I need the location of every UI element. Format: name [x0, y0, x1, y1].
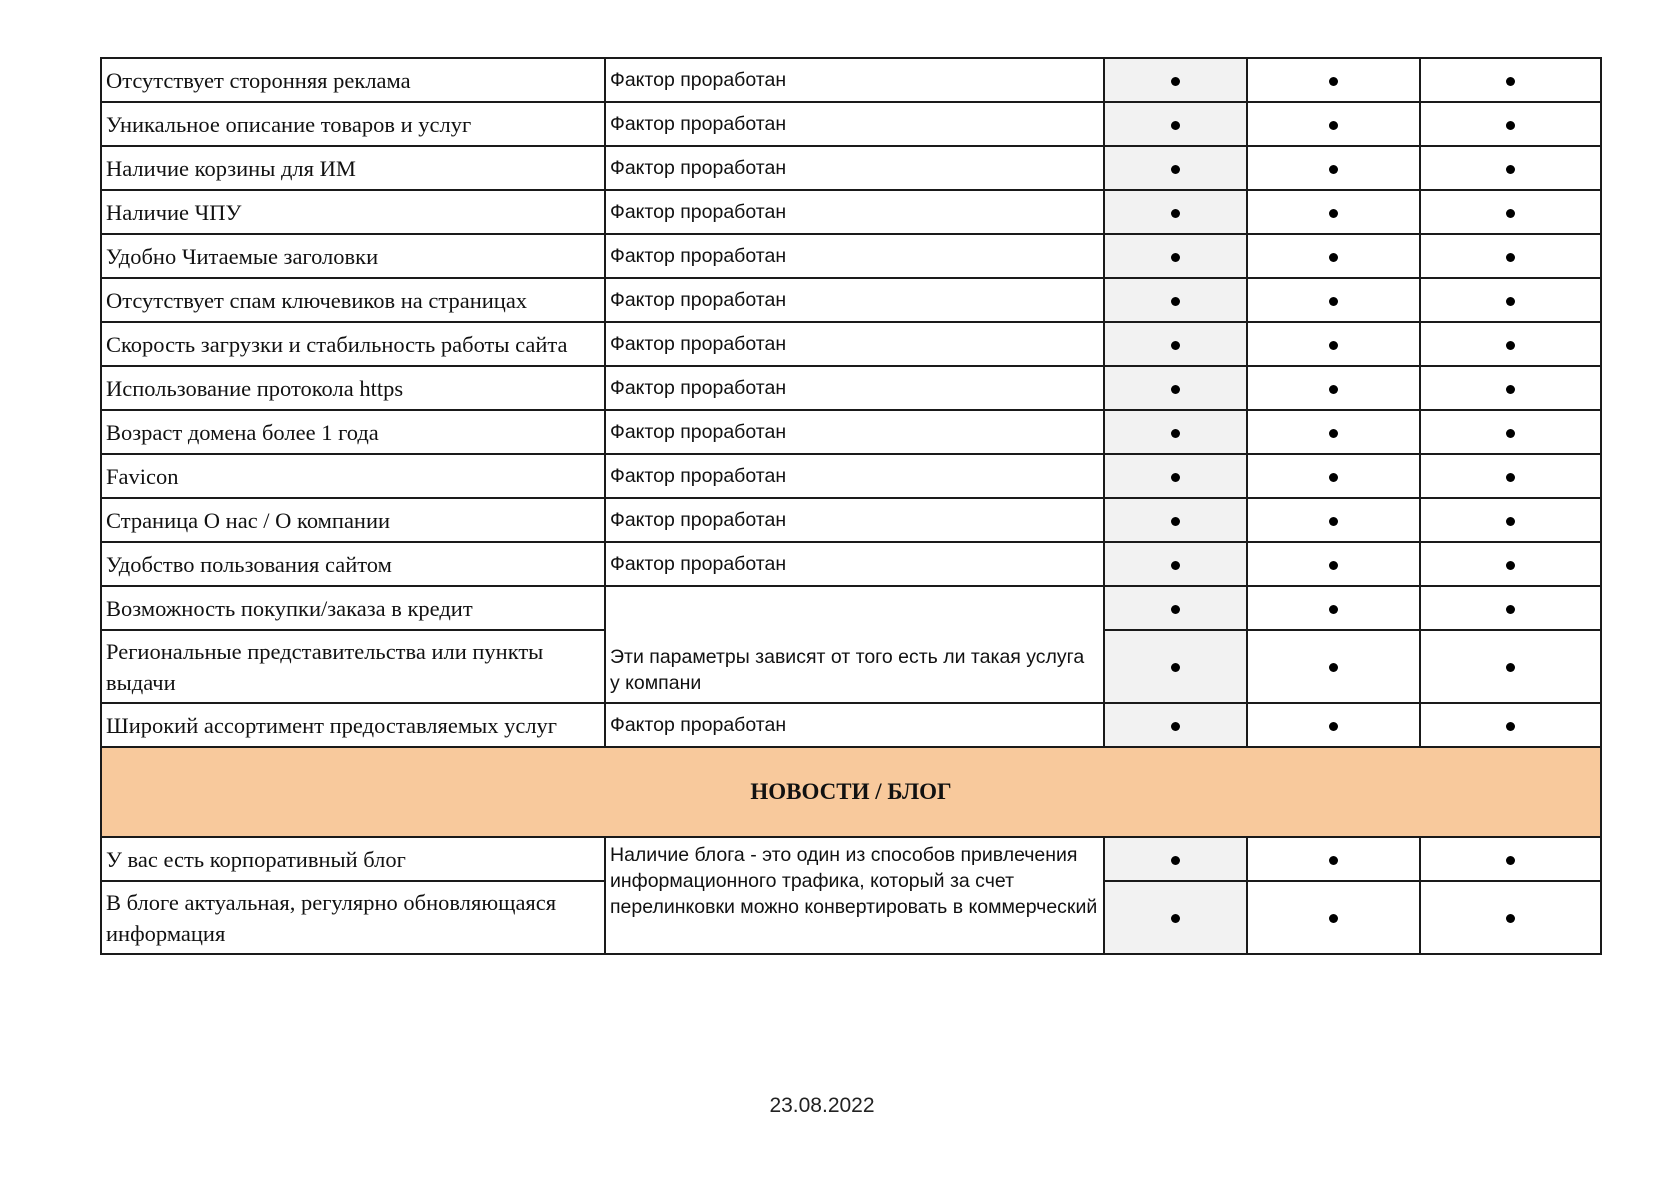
bullet-icon — [1104, 586, 1247, 630]
factor-name: Наличие корзины для ИМ — [101, 146, 605, 190]
section-title: НОВОСТИ / БЛОГ — [101, 747, 1601, 837]
table-row — [101, 703, 1601, 747]
bullet-icon — [1247, 146, 1420, 190]
bullet-icon — [1247, 322, 1420, 366]
factor-name: Отсутствует спам ключевиков на страницах — [101, 278, 605, 322]
bullet-icon — [1104, 234, 1247, 278]
bullet-icon — [1247, 881, 1420, 954]
bullet-icon — [1104, 542, 1247, 586]
factor-status: Фактор проработан — [605, 322, 1104, 366]
bullet-icon — [1247, 234, 1420, 278]
bullet-icon — [1420, 837, 1601, 881]
factor-name: Возможность покупки/заказа в кредит — [101, 586, 605, 630]
bullet-icon — [1247, 58, 1420, 102]
factor-status: Фактор проработан — [605, 146, 1104, 190]
bullet-icon — [1104, 190, 1247, 234]
footer-date: 23.08.2022 — [769, 1094, 875, 1117]
bullet-icon — [1420, 190, 1601, 234]
factor-status: Фактор проработан — [605, 58, 1104, 102]
bullet-icon — [1104, 881, 1247, 954]
factor-name: У вас есть корпоративный блог — [101, 837, 605, 881]
factor-name: Скорость загрузки и стабильность работы сайта — [101, 322, 605, 366]
table-row — [101, 837, 1601, 881]
factor-name: В блоге актуальная, регулярно обновляющаяся информация — [101, 881, 605, 954]
table-row — [101, 366, 1601, 410]
bullet-icon — [1420, 102, 1601, 146]
factor-status: Фактор проработан — [605, 703, 1104, 747]
bullet-icon — [1104, 102, 1247, 146]
factor-name: Уникальное описание товаров и услуг — [101, 102, 605, 146]
factor-name: Широкий ассортимент предоставляемых услуг — [101, 703, 605, 747]
factor-status: Эти параметры зависят от того есть ли такая услуга у компани — [605, 586, 1104, 703]
factor-status: Фактор проработан — [605, 234, 1104, 278]
table-row — [101, 322, 1601, 366]
bullet-icon — [1247, 190, 1420, 234]
section-header-row — [101, 747, 1601, 837]
table-row — [101, 278, 1601, 322]
bullet-icon — [1104, 58, 1247, 102]
bullet-icon — [1247, 454, 1420, 498]
factor-name: Favicon — [101, 454, 605, 498]
bullet-icon — [1420, 498, 1601, 542]
factor-name: Возраст домена более 1 года — [101, 410, 605, 454]
factor-name: Использование протокола https — [101, 366, 605, 410]
bullet-icon — [1104, 498, 1247, 542]
factor-name: Страница О нас / О компании — [101, 498, 605, 542]
bullet-icon — [1104, 366, 1247, 410]
factor-name: Удобно Читаемые заголовки — [101, 234, 605, 278]
bullet-icon — [1420, 146, 1601, 190]
factor-status: Фактор проработан — [605, 454, 1104, 498]
bullet-icon — [1104, 278, 1247, 322]
bullet-icon — [1247, 498, 1420, 542]
bullet-icon — [1104, 703, 1247, 747]
bullet-icon — [1104, 454, 1247, 498]
bullet-icon — [1247, 837, 1420, 881]
bullet-icon — [1104, 322, 1247, 366]
bullet-icon — [1104, 630, 1247, 703]
bullet-icon — [1247, 630, 1420, 703]
bullet-icon — [1420, 366, 1601, 410]
bullet-icon — [1420, 278, 1601, 322]
factor-status: Фактор проработан — [605, 410, 1104, 454]
bullet-icon — [1247, 410, 1420, 454]
bullet-icon — [1420, 58, 1601, 102]
table-row — [101, 58, 1601, 102]
factor-status: Фактор проработан — [605, 102, 1104, 146]
bullet-icon — [1420, 586, 1601, 630]
bullet-icon — [1420, 881, 1601, 954]
factor-name: Удобство пользования сайтом — [101, 542, 605, 586]
table-row — [101, 542, 1601, 586]
factor-status: Фактор проработан — [605, 366, 1104, 410]
factor-name: Региональные представительства или пункты выдачи — [101, 630, 605, 703]
table-row — [101, 454, 1601, 498]
table-row — [101, 102, 1601, 146]
table-row — [101, 586, 1601, 630]
bullet-icon — [1420, 234, 1601, 278]
factor-status: Фактор проработан — [605, 498, 1104, 542]
factor-status: Фактор проработан — [605, 190, 1104, 234]
bullet-icon — [1247, 278, 1420, 322]
bullet-icon — [1420, 410, 1601, 454]
bullet-icon — [1420, 454, 1601, 498]
factor-status: Фактор проработан — [605, 278, 1104, 322]
table-row — [101, 498, 1601, 542]
factor-name: Наличие ЧПУ — [101, 190, 605, 234]
bullet-icon — [1420, 630, 1601, 703]
bullet-icon — [1104, 146, 1247, 190]
bullet-icon — [1420, 542, 1601, 586]
bullet-icon — [1247, 703, 1420, 747]
bullet-icon — [1104, 410, 1247, 454]
bullet-icon — [1247, 102, 1420, 146]
table-row — [101, 234, 1601, 278]
table-row — [101, 146, 1601, 190]
factor-status: Фактор проработан — [605, 542, 1104, 586]
table-row — [101, 410, 1601, 454]
table-row — [101, 190, 1601, 234]
bullet-icon — [1420, 322, 1601, 366]
blog-note: Наличие блога - это один из способов привлечения информационного трафика, который за счет перелинковки можно конвертировать в коммерческий — [605, 837, 1104, 954]
bullet-icon — [1247, 366, 1420, 410]
bullet-icon — [1247, 586, 1420, 630]
factors-table — [100, 57, 1602, 955]
factor-name: Отсутствует сторонняя реклама — [101, 58, 605, 102]
bullet-icon — [1420, 703, 1601, 747]
bullet-icon — [1247, 542, 1420, 586]
bullet-icon — [1104, 837, 1247, 881]
